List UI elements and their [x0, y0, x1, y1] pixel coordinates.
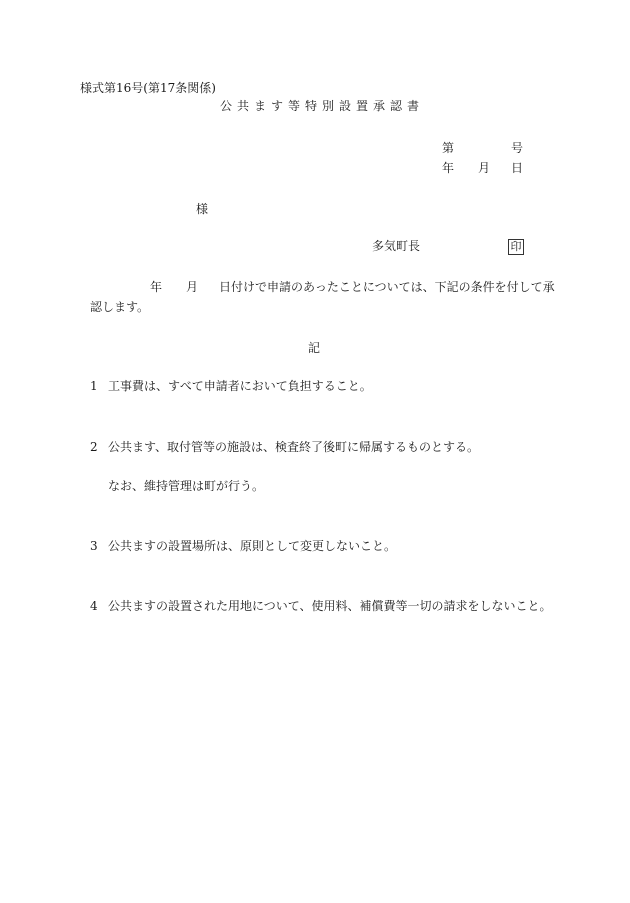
condition-1-text: 工事費は、すべて申請者において負担すること。: [108, 379, 372, 393]
document-title: 公共ます等特別設置承認書: [220, 99, 425, 113]
ki-heading: 記: [308, 341, 321, 355]
issuer-name: 多気町長: [372, 239, 421, 253]
body-line-2: 認します。: [90, 300, 150, 314]
body-month: 月: [186, 280, 199, 294]
body-line-1: 日付けで申請のあったことについては、下記の条件を付して承: [219, 280, 555, 294]
date-year: 年: [442, 161, 455, 175]
condition-4-number: 4: [90, 599, 98, 613]
condition-2-note: なお、維持管理は町が行う。: [108, 479, 265, 493]
condition-4-text: 公共ますの設置された用地について、使用料、補償費等一切の請求をしないこと。: [108, 599, 552, 613]
date-month: 月: [478, 161, 491, 175]
number-label-suffix: 号: [511, 141, 524, 155]
condition-2-text: 公共ます、取付管等の施設は、検査終了後町に帰属するものとする。: [108, 440, 480, 454]
addressee-suffix: 様: [196, 202, 209, 216]
condition-2-number: 2: [90, 440, 98, 454]
seal-mark: [508, 239, 524, 255]
date-day: 日: [511, 161, 524, 175]
body-year: 年: [150, 280, 163, 294]
condition-1-number: 1: [90, 379, 98, 393]
number-label-prefix: 第: [442, 141, 455, 155]
form-number: 様式第16号(第17条関係): [80, 81, 216, 95]
condition-3-number: 3: [90, 539, 98, 553]
seal-box: 印: [508, 239, 524, 255]
condition-3-text: 公共ますの設置場所は、原則として変更しないこと。: [108, 539, 397, 553]
